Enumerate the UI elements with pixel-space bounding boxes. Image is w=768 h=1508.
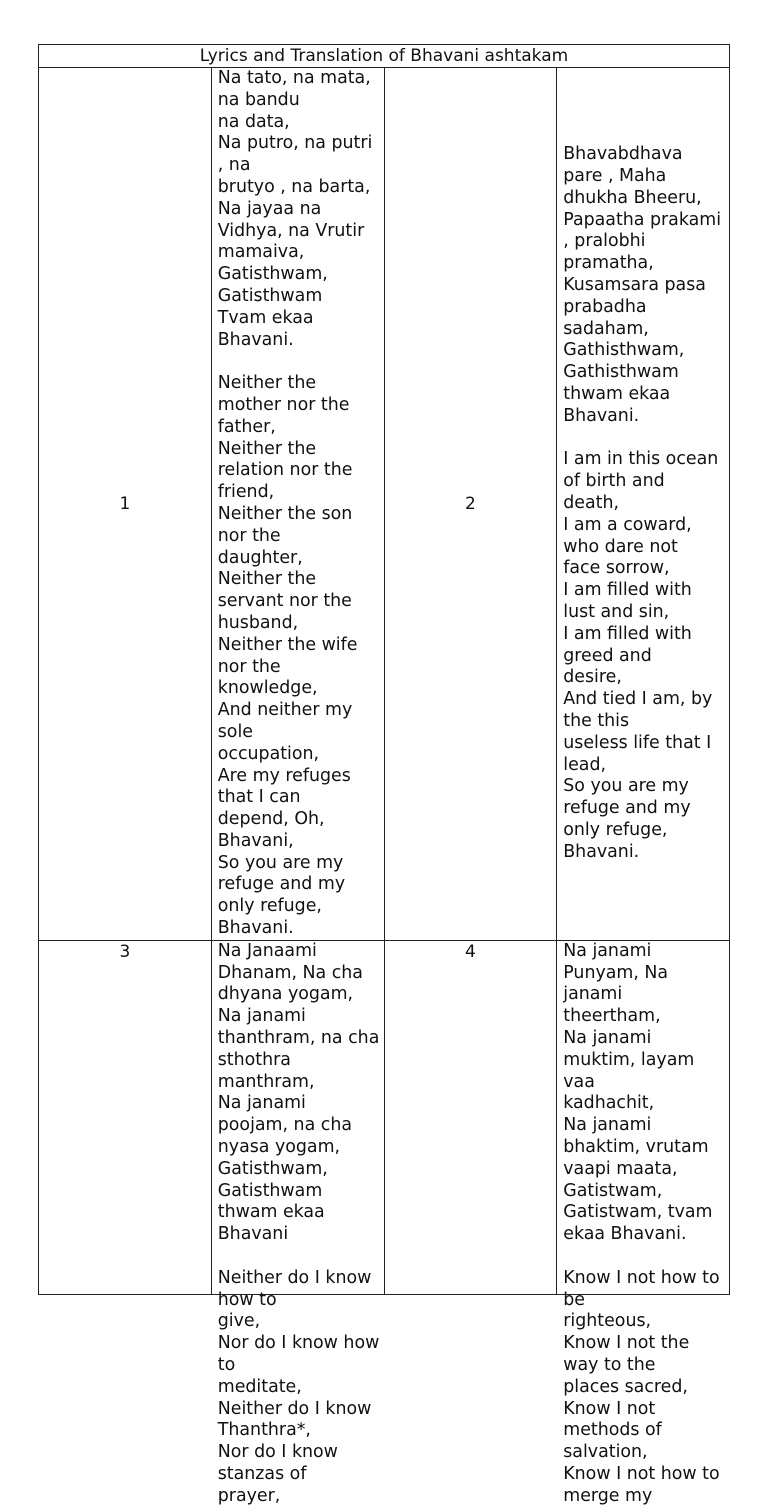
verse-text: Na tato, na mata, na bandu na data, Na putro, na putri , na brutyo , na barta, Na jayaa na Vidhya, na Vrutir mamaiva, Gatisthwam, Gatisthwam Tvam ekaa Bhavani. Neither the mother nor the father, Neither the relation nor the friend, Neither the son nor the daughter, Neither the servant nor the husband, Neither the wife nor the knowledge, And neither my sole occupation, Are my refuges that I can depend, Oh, Bhavani, So you are my refuge and my only refuge, Bhavani. [217, 68, 373, 939]
verse-number: 3 [39, 940, 212, 1294]
verse-text: Na janami Punyam, Na janami theertham, Na janami muktim, layam vaa kadhachit, Na janami bhaktim, vrutam vaapi maata, Gatistwam, Gatistwam, tvam ekaa Bhavani. Know I not how to be righteous, Know I not the way to the places sacred, Know I not methods of salvation, Know I not how to merge my [563, 940, 720, 1506]
verse-number: 1 [39, 68, 212, 941]
verse-cell [211, 940, 384, 1506]
title-row [39, 45, 730, 68]
verse-cell [557, 68, 730, 941]
verse-number: 2 [384, 68, 557, 941]
verse-cell [557, 940, 730, 1506]
verse-text: Na Janaami Dhanam, Na cha dhyana yogam, Na janami thanthram, na cha sthothra manthram, Na janami poojam, na cha nyasa yogam, Gatisthwam, Gatisthwam thwam ekaa Bhavani Neither do I know how to give, Nor do I know how to meditate, Neither do I know Thanthra*, Nor do I know stanzas of prayer, [217, 940, 380, 1506]
lyrics-table [38, 44, 730, 1506]
verse-text: Bhavabdhava pare , Maha dhukha Bheeru, Papaatha prakami , pralobhi pramatha, Kusamsara pasa prabadha sadaham, Gathisthwam, Gathisthwam thwam ekaa Bhavani. I am in this ocean of birth and death, I am a coward, who dare not face sorrow, I am filled with lust and sin, I am filled with greed and desire, And tied I am, by the this useless life that I lead, So you are my refuge and my only refuge, Bhavani. [563, 144, 722, 862]
table-title: Lyrics and Translation of Bhavani ashtakam [39, 45, 730, 68]
verse-cell [211, 68, 384, 941]
table-row [39, 940, 730, 1294]
verse-number: 4 [384, 940, 557, 1294]
table-row [39, 68, 730, 941]
